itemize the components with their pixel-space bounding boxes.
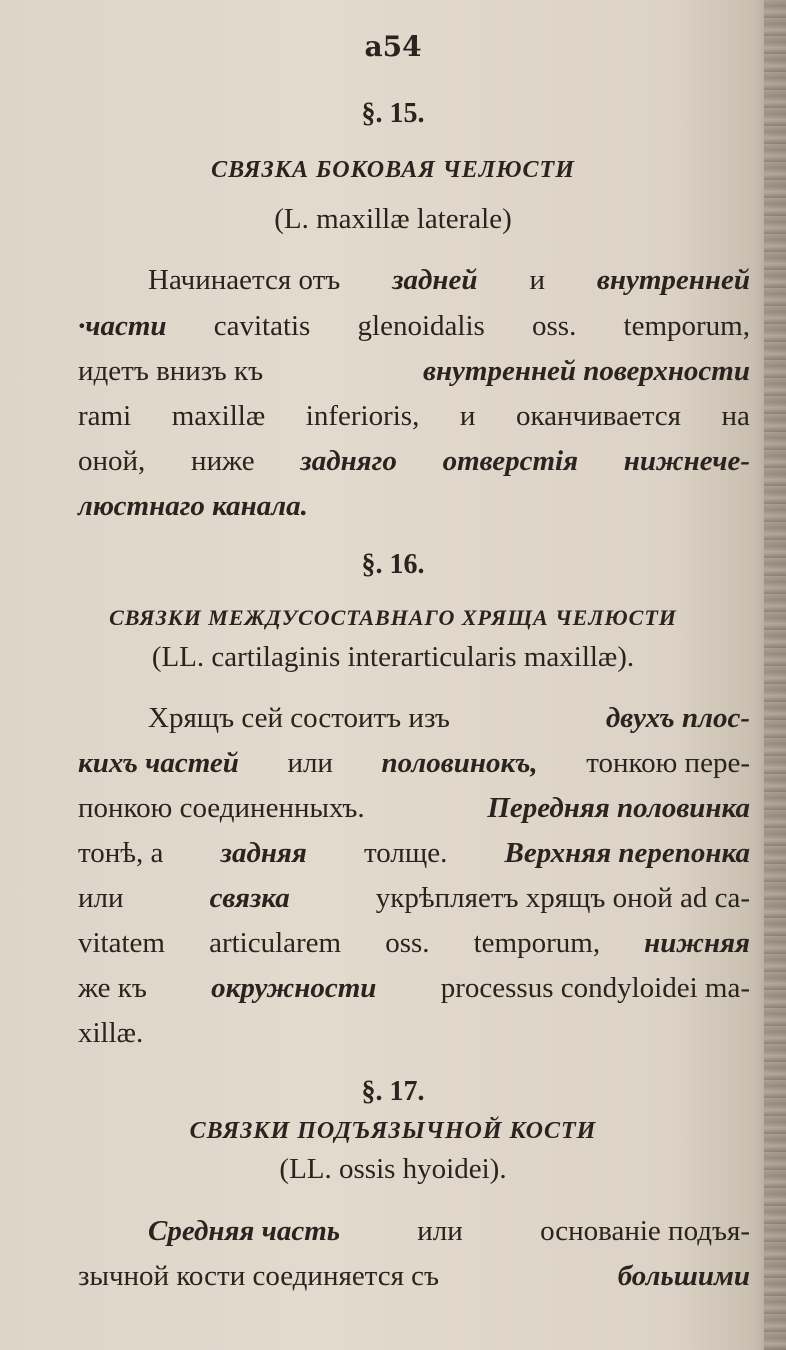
page-number: a54 bbox=[364, 30, 422, 63]
section-title: СВЯЗКИ ПОДЪЯЗЫЧНОЙ КОСТИ bbox=[189, 1118, 597, 1144]
text-line: rami maxillæ inferioris, и оканчивается на bbox=[78, 400, 750, 432]
text-line: тонѣ, а задняя толще. Верхняя перепонка bbox=[78, 837, 750, 869]
text-line: или связка укрѣпляетъ хрящъ оной ad ca- bbox=[78, 882, 750, 914]
text-line: зычной кости соединяется съ большими bbox=[78, 1260, 750, 1292]
section-title: СВЯЗКА БОКОВАЯ ЧЕЛЮСТИ bbox=[211, 157, 575, 183]
section-number: §. 15. bbox=[361, 98, 425, 129]
text-line: идетъ внизъ къ внутренней поверхности bbox=[78, 355, 750, 387]
section-title: СВЯЗКИ МЕЖДУСОСТАВНАГО ХРЯЩА ЧЕЛЮСТИ bbox=[109, 605, 677, 630]
text-line: ·части cavitatis glenoidalis oss. temporum, bbox=[78, 310, 750, 342]
text-line: оной, ниже задняго отверстія нижнече- bbox=[78, 445, 750, 477]
section-number: §. 17. bbox=[361, 1076, 425, 1107]
text-line: Средняя часть или основаніе подъя- bbox=[148, 1215, 750, 1247]
text-line: понкою соединенныхъ. Передняя половинка bbox=[78, 792, 750, 824]
text-line: Начинается отъ задней и внутренней bbox=[148, 264, 750, 296]
section-latin-name: (LL. ossis hyoidei). bbox=[279, 1153, 507, 1185]
text-line: люстнаго канала. bbox=[78, 490, 308, 522]
text-line: Хрящъ сей состоитъ изъ двухъ плос- bbox=[148, 702, 750, 734]
text-line: же къ окружности processus condyloidei ma- bbox=[78, 972, 750, 1004]
section-latin-name: (L. maxillæ laterale) bbox=[274, 203, 512, 235]
text-line: xillæ. bbox=[78, 1017, 144, 1049]
section-number: §. 16. bbox=[361, 549, 425, 580]
section-latin-name: (LL. cartilaginis interarticularis maxillæ). bbox=[151, 641, 635, 673]
text-line: кихъ частей или половинокъ, тонкою пере- bbox=[78, 747, 750, 779]
text-line: vitatem articularem oss. temporum, нижняя bbox=[78, 927, 750, 959]
